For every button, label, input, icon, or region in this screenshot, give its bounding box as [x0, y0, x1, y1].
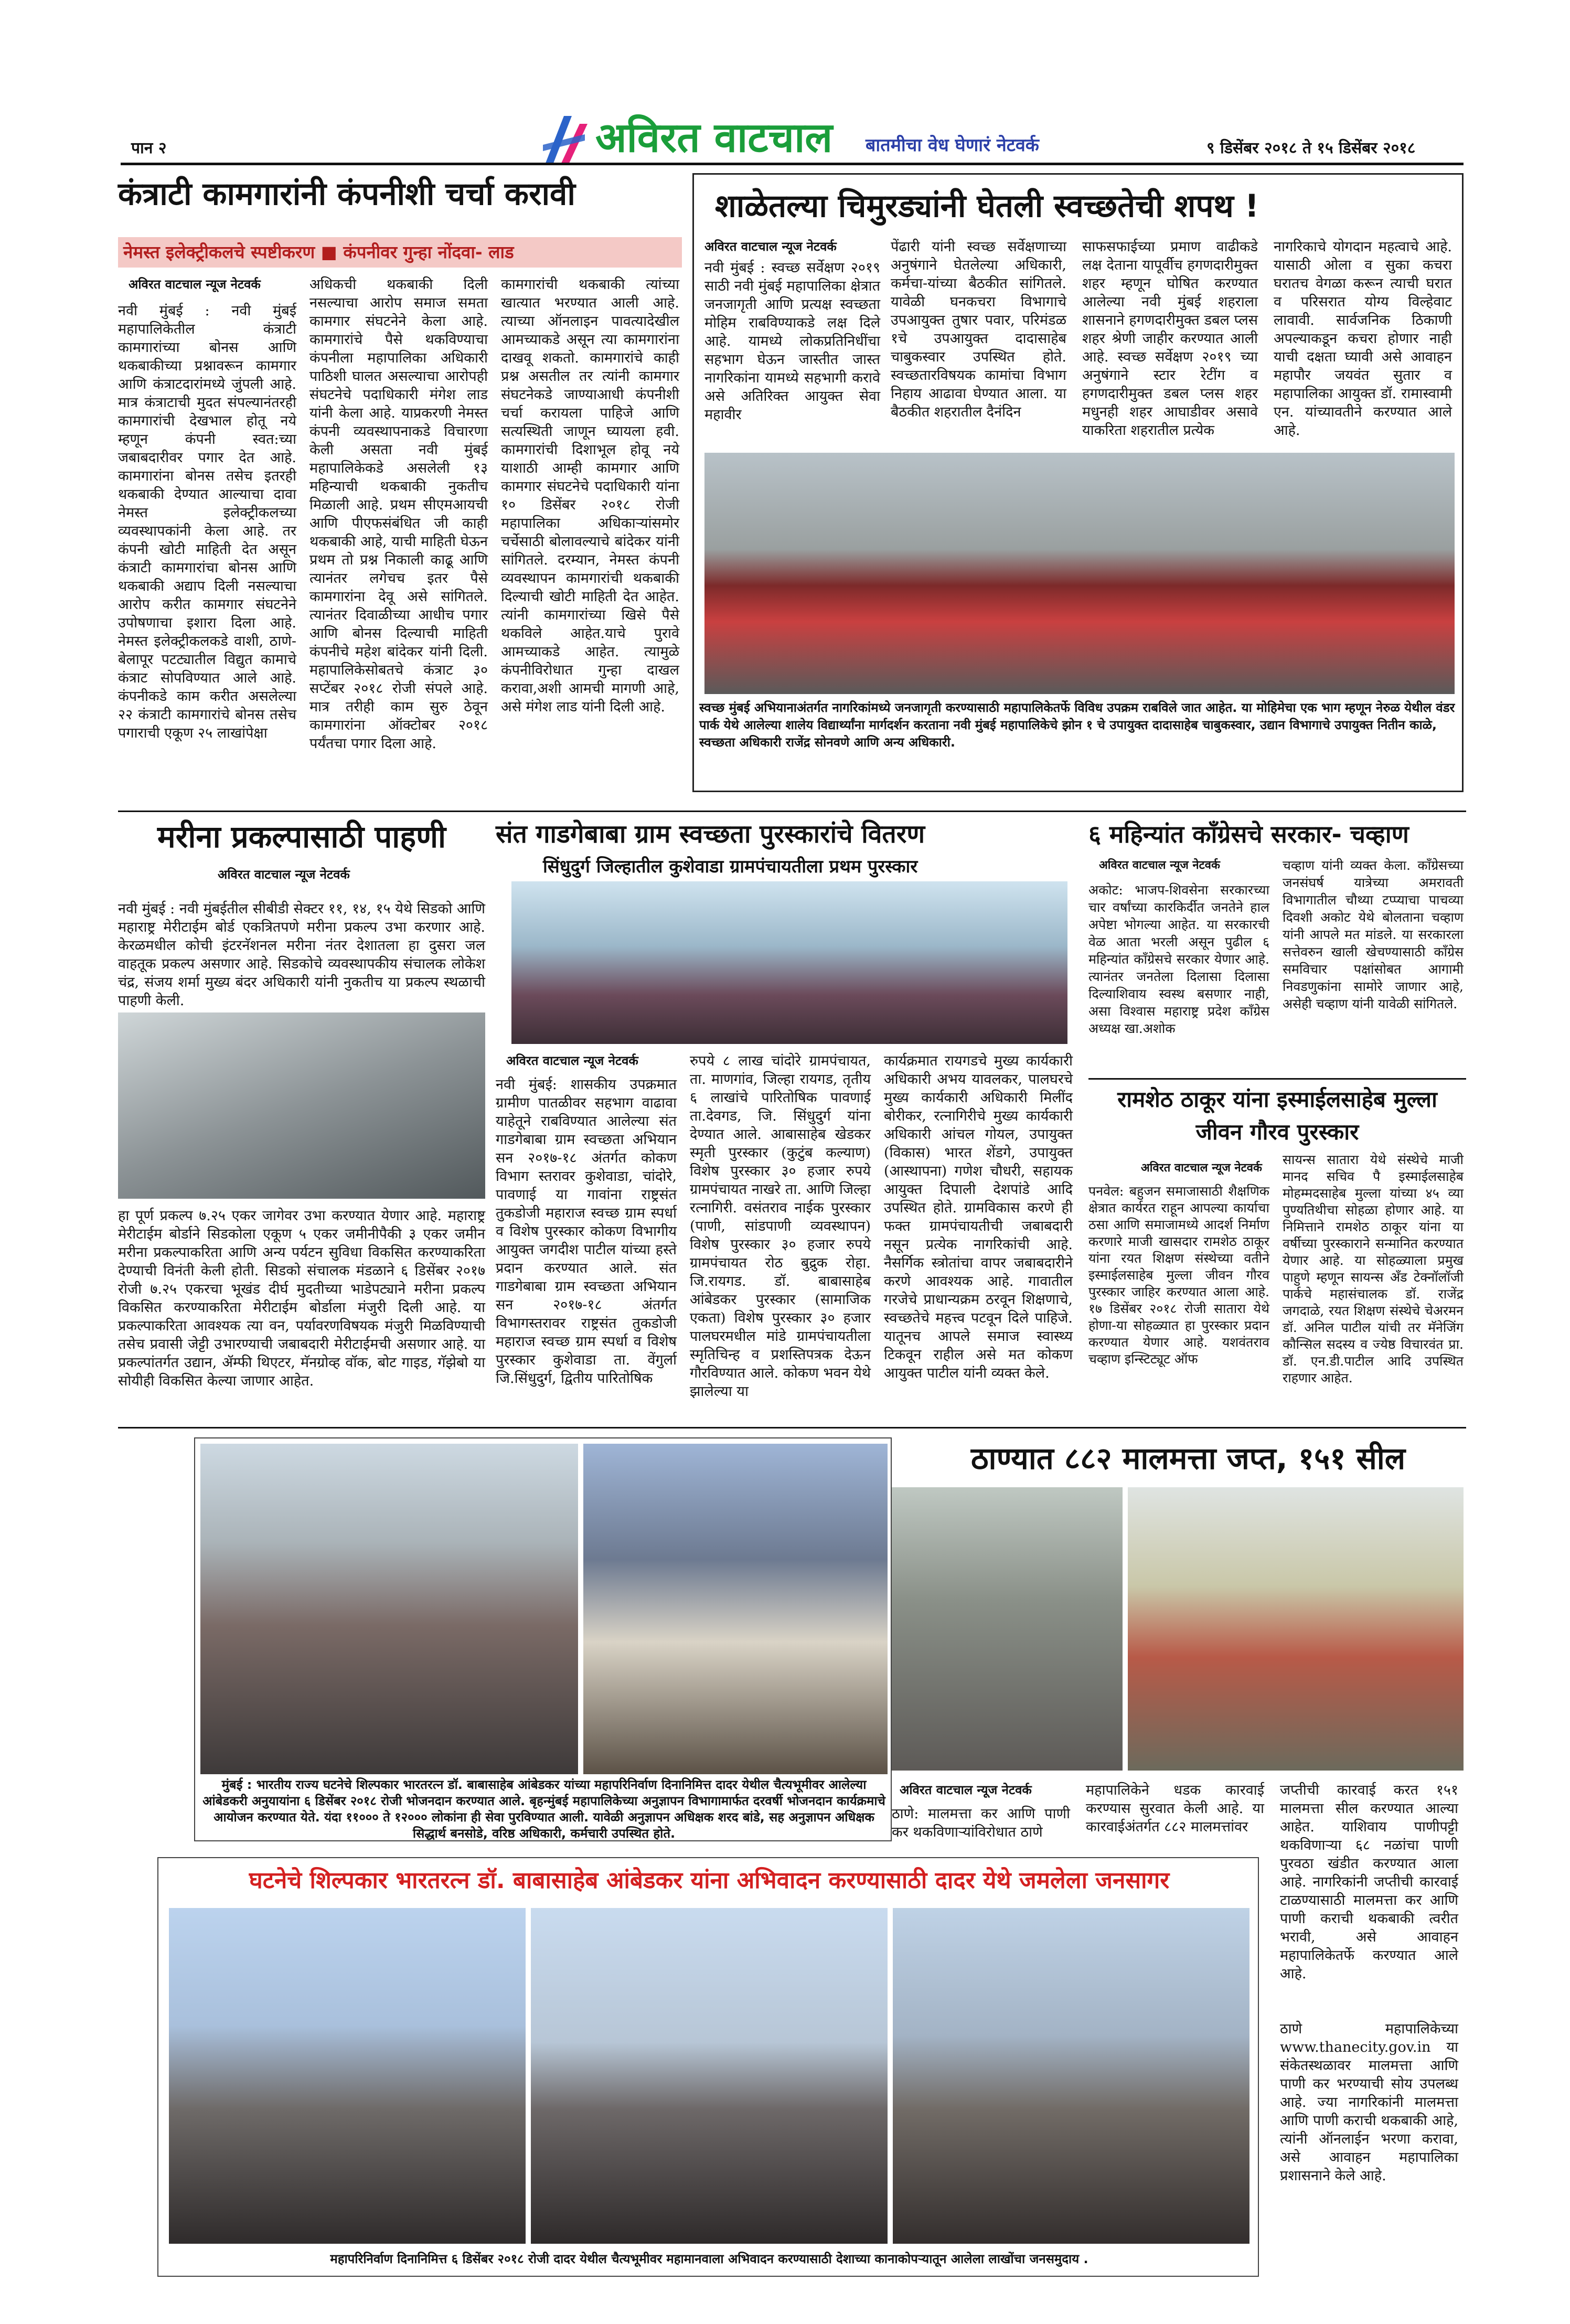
section-divider	[118, 811, 1466, 812]
article-body-col: नागरिकाचे योगदान महत्वाचे आहे. यासाठी ओला व सुका कचरा घरातच वेगळा करून त्याची घरात व परिसरात योग्य विल्हेवाट लावावी. सार्वजनिक ठिकाणी अपल्याकडून कचरा होणार नाही याची दक्षता घ्यावी असे आवाहन महापौर जयवंत सुतार व महापालिका आयुक्त डॉ. रामास्वामी एन. यांच्यावतीने करण्यात आले आहे.	[1274, 239, 1452, 439]
article-body: हा पूर्ण प्रकल्प ७.२५ एकर जागेवर उभा करण्यात येणार आहे. महाराष्ट्र मेरीटाईम बोर्डाने सिडकोला एकूण ५ एकर जमीनीपैकी ३ एकर जमीन मरीना प्रकल्पाकरिता आणि अन्य पर्यटन सुविधा विकसित करण्याकरिता देण्याची विनंती केली होती. सिडको संचालक मंडळाने ६ डिसेंबर २०१७ रोजी ७.२५ एकरचा भूखंड दीर्घ मुदतीच्या भाडेपट्याने मरीना प्रकल्प विकसित करण्याकरिता मेरीटाईम बोर्डाला मंजुरी दिली आहे. या प्रकल्पाकरिता आवश्यक त्या वन, पर्यावरणविषयक मंजुरी मिळविण्याची तसेच प्रवासी जेट्टी उभारण्याची जबाबदारी मेरीटाईमची असणार आहे. या प्रकल्पांतर्गत उद्यान, ॲम्फी थिएटर, मॅनग्रोव्ह वॉक, बोट गाइड, गॅझेबो या सोयीही विकसित केल्या जाणार आहेत.	[118, 1208, 485, 1389]
crowd-photo-left	[169, 1908, 526, 2244]
article-body-col: जप्तीची कारवाई करत १५१ मालमत्ता सील करण्यात आल्या आहेत. याशिवाय पाणीपट्टी थकविणाऱ्या ६८ नळांचा पाणी पुरवठा खंडीत करण्यात आला आहे. नागरिकांनी जप्तीची कारवाई टाळण्यासाठी मालमत्ता कर आणि पाणी कराची थकबाकी त्वरीत भरावी, असे आवाहन महापालिकेतर्फे करण्यात आले आहे.	[1280, 1782, 1458, 1982]
article-school-cleanliness	[692, 173, 1464, 792]
headline: ६ महिन्यांत काँग्रेसचे सरकार- चव्हाण	[1088, 820, 1409, 848]
article-ramshet-award	[1088, 1083, 1466, 1419]
headline: कंत्राटी कामगारांनी कंपनीशी चर्चा करावी	[118, 176, 575, 212]
masthead-rule	[121, 163, 1464, 165]
article-body-col: साफसफाईच्या प्रमाण वाढीकडे लक्ष देताना यापूर्वीच हगणदारीमुक्त शहर म्हणून घोषित करण्यात आलेल्या नवी मुंबई शहराला शासनाने हगणदारीमुक्त डबल प्लस शहर श्रेणी जाहीर करण्यात आली आहे. स्वच्छ सर्वेक्षण २०१९ च्या अनुषंगाने स्टार रेटींग व हगणदारीमुक्त डबल प्लस शहर मधुनही शहर आघाडीवर असावे याकरिता शहरातील प्रत्येक	[1082, 239, 1258, 439]
article-body-col: चव्हाण यांनी व्यक्त केला. काँग्रेसच्या जनसंघर्ष यात्रेच्या अमरावती विभागातील चौथ्या टप्प्याचा पाचव्या दिवशी अकोट येथे बोलताना चव्हाण यांनी आपले मत मांडले. या सरकारला सत्तेवरुन खाली खेचण्यासाठी काँग्रेस समविचार पक्षांसोबत आगामी निवडणुकांना सामोरे जाणार आहे, असेही चव्हाण यांनी यावेळी सांगितले.	[1283, 858, 1464, 1011]
headline: मरीना प्रकल्पासाठी पाहणी	[157, 819, 446, 855]
article-congress-government	[1088, 816, 1466, 1089]
article-gadgebaba-awards	[496, 816, 1078, 1419]
seizure-officials-photo	[892, 1487, 1123, 1771]
photo-caption: स्वच्छ मुंबई अभियानाअंतर्गत नागरिकांमध्ये जनजागृती करण्यासाठी महापालिकेतर्फे विविध उपक्रम राबविले जात आहेत. या मोहिमेचा एक भाग म्हणून नेरुळ येथील वंडर पार्क येथे आलेल्या शालेय विद्यार्थ्यांना मार्गदर्शन करताना नवी मुंबई महापालिकेचे झोन १ चे उपायुक्त दादासाहेब चाबुकस्वार, उद्यान विभागाचे उपायुक्त नितीन काळे, स्वच्छता अधिकारी राजेंद्र सोनवणे आणि अन्य अधिकारी.	[699, 700, 1455, 750]
byline: अविरत वाटचाल न्यूज नेटवर्क	[506, 1053, 638, 1068]
crowd-photo-right	[893, 1908, 1249, 2244]
byline: अविरत वाटचाल न्यूज नेटवर्क	[1099, 859, 1220, 872]
article-body-col: अधिकची थकबाकी दिली नसल्याचा आरोप समाज समता कामगार संघटनेने केला आहे. कामगारांचे पैसे थकविण्याचा कंपनीला महापालिका अधिकारी पाठिशी घालत असल्याचा आरोपही संघटनेचे पदाधिकारी मंगेश लाड यांनी केला आहे. याप्रकरणी नेमस्त कंपनी व्यवस्थापनाकडे विचारणा केली असता नवी मुंबई महापालिकेकडे असलेली १३ महिन्याची थकबाकी नुकतीच मिळाली आहे. प्रथम सीएमआयची आणि पीएफसंबंधित जी काही थकबाकी आहे, याची माहिती घेऊन प्रथम तो प्रश्न निकाली काढू आणि त्यानंतर लगेचच इतर पैसे कामगारांना देवू असे सांगितले. त्यानंतर दिवाळीच्या आधीच पगार आणि बोनस दिल्याची माहिती कंपनीचे महेश बांदेकर यांनी दिली. महापालिकेसोबतचे कंत्राट ३० सप्टेंबर २०१८ रोजी संपले आहे. मात्र तरीही काम सुरु ठेवून कामगारांना ऑक्टोबर २०१८ पर्यंतचा पगार दिला आहे.	[309, 276, 488, 752]
article-body-col: सायन्स सातारा येथे संस्थेचे माजी मानद सचिव पै इस्माईलसाहेब मोहम्मदसाहेब मुल्ला यांच्या ४५ व्या पुण्यतिथीचा सोहळा होणार आहे. या निमित्ताने रामशेठ ठाकूर यांना या वर्षीच्या पुरस्काराने सन्मानित करण्यात येणार आहे. या सोहळ्याला प्रमुख पाहुणे म्हणून सायन्स अँड टेक्नॉलॉजी पार्कचे महासंचालक डॉ. राजेंद्र जगदाळे, रयत शिक्षण संस्थेचे चेअरमन डॉ. अनिल पाटील यांची तर मॅनेजिंग कौन्सिल सदस्य व ज्येष्ठ विचारवंत प्रा. डॉ. एन.डी.पाटील आदि उपस्थित राहणार आहेत.	[1283, 1152, 1464, 1385]
masthead	[121, 110, 1464, 168]
section-divider	[1088, 1078, 1466, 1080]
page-number: पान २	[131, 139, 167, 157]
article-body-col: रुपये ८ लाख चांदोरे ग्रामपंचायत, ता. माणगांव, जिल्हा रायगड, तृतीय ६ लाखांचे पारितोषिक पावणाई ता.देवगड, जि. सिंधुदुर्ग यांना देण्यात आले. आबासाहेब खेडकर स्मृती पुरस्कार (कुटुंब कल्याण) विशेष पुरस्कार ३० हजार रुपये ग्रामपंचायत नाखरे ता. आणि जिल्हा रत्नागिरी. वसंतराव नाईक पुरस्कार (पाणी, सांडपाणी व्यवस्थापन) विशेष पुरस्कार ३० हजार रुपये ग्रामपंचायत रोठ बुद्रुक रोहा. जि.रायगड. डॉ. बाबासाहेब आंबेडकर पुरस्कार (सामाजिक एकता) विशेष पुरस्कार ३० हजार पालघरमधील मांडे ग्रामपंचायतीला स्मृतिचिन्ह व प्रशस्तिपत्रक देऊन गौरविण्यात आले. कोकण भवन येथे झालेल्या या	[690, 1053, 871, 1400]
masthead-title: अविरत वाटचाल	[595, 114, 833, 162]
ambedkar-bhojandan-feature	[194, 1437, 892, 1841]
article-body-col: महापालिकेने धडक कारवाई करण्यास सुरवात केली आहे. या कारवाईअंतर्गत ८८२ मालमत्तांवर	[1086, 1782, 1264, 1835]
byline: अविरत वाटचाल न्यूज नेटवर्क	[900, 1783, 1032, 1797]
article-lead: नवी मुंबई : नवी मुंबईतील सीबीडी सेक्टर ११, १४, १५ येथे सिडको आणि महाराष्ट्र मेरीटाईम बोर्ड एकत्रितपणे मरीना प्रकल्प उभा करणार आहे. केरळमधील कोची इंटरनॅशनल मरीना नंतर देशातला हा दुसरा जल वाहतूक प्रकल्प असणार आहे. सिडकोचे व्यवस्थापकीय संचालक लोकेश चंद्र, संजय शर्मा मुख्य बंदर अधिकारी यांनी नुकतीच या प्रकल्प स्थळाची पाहणी केली.	[118, 901, 485, 1009]
headline: रामशेठ ठाकूर यांना इस्माईलसाहेब मुल्ला जीवन गौरव पुरस्कार	[1117, 1086, 1437, 1145]
crowd-photo-center	[531, 1908, 888, 2244]
article-marina-project	[118, 816, 485, 1419]
crowd-queue-photo	[200, 1444, 578, 1774]
headline: ठाण्यात ८८२ मालमत्ता जप्त, १५१ सील	[970, 1441, 1406, 1476]
article-body-col: नवी मुंबई : नवी मुंबई महापालिकेतील कंत्राटी कामगारांच्या बोनस आणि थकबाकीच्या प्रश्नावरून कामगार आणि कंत्राटदारांमध्ये जुंपली आहे. मात्र कंत्राटाची मुदत संपल्यानंतरही कामगारांची देखभाल होतू नये म्हणून कंपनी स्वत:च्या जबाबदारीवर पगार देत आहे. कामगारांना बोनस तसेच इतरही थकबाकी देण्यात आल्याचा दावा नेमस्त इलेक्ट्रीकलच्या व्यवस्थापकांनी केला आहे. तर कंपनी खोटी माहिती देत असून कंत्राटी कामगारांचा बोनस आणि थकबाकी अद्याप दिली नसल्याचा आरोप करीत कामगार संघटनेने उपोषणाचा इशारा दिला आहे. नेमस्त इलेक्ट्रीकलकडे वाशी, ठाणे-बेलापूर पटट्यातील विद्युत कामाचे कंत्राट सोपविण्यात आले आहे. कंपनीकडे काम करीत असलेल्या २२ कंत्राटी कामगारांचे बोनस तसेच पगाराची एकूण २५ लाखांपेक्षा	[118, 303, 296, 741]
article-body-col: नवी मुंबई: शासकीय उपक्रमात ग्रामीण पातळीवर सहभाग वाढावा याहेतूने राबविण्यात आलेल्या संत गाडगेबाबा ग्राम स्वच्छता अभियान सन २०१७-१८ अंतर्गत कोकण विभाग स्तरावर कुशेवाडा, चांदोरे, पावणाई या गावांना राष्ट्रसंत तुकडोजी महाराज स्वच्छ ग्राम स्पर्धा व विशेष पुरस्कार कोकण विभागीय आयुक्त जगदीश पाटील यांच्या हस्ते प्रदान करण्यात आले. संत गाडगेबाबा ग्राम स्वच्छता अभियान सन २०१७-१८ अंतर्गत विभागस्तरावर राष्ट्रसंत तुकडोजी महाराज स्वच्छ ग्राम स्पर्धा व विशेष पुरस्कार कुशेवाडा ता. वेंगुर्ला जि.सिंधुदुर्ग, द्वितीय पारितोषिक	[496, 1076, 677, 1387]
article-thane-website-note: ठाणे महापालिकेच्या www.thanecity.gov.in या संकेतस्थळावर मालमत्ता आणि पाणी कर भरण्याची सोय उपलब्ध आहे. ज्या नागरिकांनी मालमत्ता आणि पाणी कराची थकबाकी आहे, त्यांनी ऑनलाईन भरणा करावा, असे आवाहन महापालिका प्रशासनाने केले आहे.	[1280, 2021, 1458, 2184]
article-body-col: अकोट: भाजप-शिवसेना सरकारच्या चार वर्षांच्या कारकिर्दीत जनतेने हाल अपेष्टा भोगल्या आहेत. या सरकारची वेळ आता भरली असून पुढील ६ महिन्यांत काँग्रेसचे सरकार येणार आहे. त्यानंतर जनतेला दिलासा दिलासा दिल्याशिवाय स्वस्थ बसणार नाही, असा विश्वास महाराष्ट्र प्रदेश काँग्रेस अध्यक्ष खा.अशोक	[1088, 882, 1269, 1036]
article-body-col: ठाणे: मालमत्ता कर आणि पाणी कर थकविणाऱ्यांविरोधात ठाणे	[892, 1806, 1070, 1840]
award-ceremony-photo	[511, 881, 1067, 1044]
food-service-photo	[583, 1444, 888, 1774]
article-body-col: कामगारांची थकबाकी त्यांच्या खात्यात भरण्यात आली आहे. त्याच्या ऑनलाइन पावत्यादेखील आमच्याकडे असून त्या कामगारांना दाखवू शकतो. कामगारांचे काही प्रश्न असतील तर त्यांनी कामगार संघटनेकडे जाण्याआधी कंपनीशी चर्चा करायला पाहिजे आणि सत्यस्थिती जाणून घ्यायला हवी. कामगारांची दिशाभूल होवू नये याशाठी आम्ही कामगार आणि कामगार संघटनेचे पदाधिकारी यांना १० डिसेंबर २०१८ रोजी महापालिका अधिकाऱ्यांसमोर चर्चेसाठी बोलावल्याचे बांदेकर यांनी सांगितले. दरम्यान, नेमस्त कंपनी व्यवस्थापन कामगारांची थकबाकी दिल्याची खोटी माहिती देत आहेत. त्यांनी कामगारांच्या खिसे पैसे थकविले आहेत.याचे पुरावे आमच्याकडे आहेत. त्यामुळे कंपनीविरोधात गुन्हा दाखल करावा,अशी आमची मागणी आहे, असे मंगेश लाड यांनी दिली आहे.	[501, 276, 679, 715]
photo-caption: महापरिनिर्वाण दिनानिमित्त ६ डिसेंबर २०१८ रोजी दादर येथील चैत्यभूमीवर महामानवाला अभिवादन करण्यासाठी देशाच्या कानाकोपऱ्यातून आलेला लाखोंचा जनसमुदाय .	[330, 2252, 1088, 2266]
dadar-crowd-feature	[157, 1857, 1259, 2277]
article-body-col: नवी मुंबई : स्वच्छ सर्वेक्षण २०१९ साठी नवी मुंबई महापालिका क्षेत्रात जनजागृती आणि प्रत्यक्ष स्वच्छता मोहिम राबविण्याकडे लक्ष दिले आहे. यामध्ये लोकप्रतिनिधींचा सहभाग घेऊन जास्तीत जास्त नागरिकांना यामध्ये सहभागी करावे असे अतिरिक्त आयुक्त सेवा महावीर	[704, 260, 880, 423]
subheadline: नेमस्त इलेक्ट्रीकलचे स्पष्टीकरण ■ कंपनीवर गुन्हा नोंदवा- लाड	[118, 237, 682, 268]
headline: संत गाडगेबाबा ग्राम स्वच्छता पुरस्कारांचे वितरण	[496, 819, 925, 849]
byline: अविरत वाटचाल न्यूज नेटवर्क	[129, 277, 261, 292]
logo-icon	[540, 113, 590, 166]
masthead-tagline: बातमीचा वेध घेणारं नेटवर्क	[866, 135, 1039, 156]
article-body-col: पेंढारी यांनी स्वच्छ सर्वेक्षणाच्या अनुषंगाने घेतलेल्या अधिकारी, कर्मचा-यांच्या बैठकीत सांगितले. यावेळी घनकचरा विभागाचे उपआयुक्त तुषार पवार, परिमंडळ १चे उपआयुक्त दादासाहेब चाबुकस्वार उपस्थित होते. स्वच्छतारविषयक कामांचा विभाग निहाय आढावा घेण्यात आला. या बैठकीत शहरातील दैनंदिन	[891, 239, 1066, 420]
sealing-shop-photo	[1128, 1487, 1464, 1771]
section-divider	[118, 1427, 1466, 1428]
article-contract-workers	[118, 173, 682, 803]
article-body-col: पनवेल: बहुजन समाजासाठी शैक्षणिक क्षेत्रात कार्यरत राहून आपल्या कार्याचा ठसा आणि समाजामध्ये आदर्श निर्माण करणारे माजी खासदार रामशेठ ठाकूर यांना रयत शिक्षण संस्थेच्या वतीने इस्माईलसाहेब मुल्ला जीवन गौरव पुरस्कार जाहिर करण्यात आला आहे. १७ डिसेंबर २०१८ रोजी सातारा येथे होणा-या सोहळ्यात हा पुरस्कार प्रदान करण्यात येणार आहे. यशवंतराव चव्हाण इन्स्टिट्यूट ऑफ	[1088, 1184, 1269, 1367]
marina-inspection-photo	[118, 1012, 485, 1199]
byline: अविरत वाटचाल न्यूज नेटवर्क	[1141, 1161, 1262, 1175]
headline: शाळेतल्या चिमुरड्यांनी घेतली स्वच्छतेची शपथ !	[715, 188, 1259, 225]
photo-caption: मुंबई : भारतीय राज्य घटनेचे शिल्पकार भारतरत्न डॉ. बाबासाहेब आंबेडकर यांच्या महापरिनिर्वाण दिनानिमित्त दादर येथील चैत्यभूमीवर आलेल्या आंबेडकरी अनुयायांना ६ डिसेंबर २०१८ रोजी भोजनदान करण्यात आले. बृहन्मुंबई महापालिकेच्या अनुज्ञापन विभागामार्फत दरवर्षी भोजनदान कार्यक्रमाचे आयोजन करण्यात येते. यंदा ११००० ते १२००० लोकांना ही सेवा पुरविण्यात आली. यावेळी अनुज्ञापन अधिक्षक शरद बांडे, सह अनुज्ञापन अधिक्षक सिद्धार्थ बनसोडे, वरिष्ठ अधिकारी, कर्मचारी उपस्थित होते.	[202, 1777, 885, 1841]
article-body-col: कार्यक्रमात रायगडचे मुख्य कार्यकारी अधिकारी अभय यावलकर, पालघरचे मुख्य कार्यकारी अधिकारी मिलींद बोरीकर, रत्नागिरीचे मुख्य कार्यकारी अधिकारी आंचल गोयल, उपायुक्त (विकास) भारत शेंडगे, उपायुक्त (आस्थापना) गणेश चौधरी, सहायक आयुक्त दिपाली देशपांडे आदि उपस्थित होते. ग्रामविकास करणे ही फक्त ग्रामपंचायतीची जबाबदारी नसून प्रत्येक नागरिकांची आहे. नैसर्गिक स्त्रोतांचा वापर जबाबदारीने करणे आवश्यक आहे. गावातील गरजेचे प्राधान्यक्रम ठरवून शिक्षणाचे, स्वच्छतेचे महत्त्व पटवून दिले पाहिजे. यातूनच आपले समाज स्वास्थ्य टिकवून राहील असे मत कोकण आयुक्त पाटील यांनी व्यक्त केले.	[884, 1053, 1073, 1381]
byline: अविरत वाटचाल न्यूज नेटवर्क	[218, 867, 350, 882]
school-children-photo	[704, 453, 1455, 694]
banner-headline: घटनेचे शिल्पकार भारतरत्न डॉ. बाबासाहेब आंबेडकर यांना अभिवादन करण्यासाठी दादर येथे जमलेला जनसागर	[249, 1867, 1170, 1894]
issue-date: ९ डिसेंबर २०१८ ते १५ डिसेंबर २०१८	[1206, 139, 1416, 157]
subheadline: सिंधुदुर्ग जिल्हातील कुशेवाडा ग्रामपंचायतीला प्रथम पुरस्कार	[543, 856, 918, 877]
byline: अविरत वाटचाल न्यूज नेटवर्क	[704, 239, 837, 254]
